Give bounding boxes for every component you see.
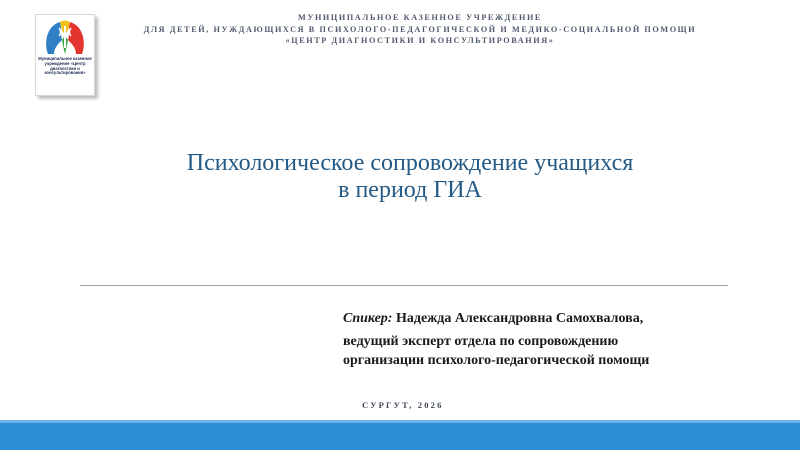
speaker-block bbox=[343, 309, 773, 370]
header-line-2: ДЛЯ ДЕТЕЙ, НУЖДАЮЩИХСЯ В ПСИХОЛОГО-ПЕДАГОГИЧЕСКОЙ И МЕДИКО-СОЦИАЛЬНОЙ ПОМОЩИ bbox=[143, 24, 697, 34]
title-line-1: Психологическое сопровождение учащихся bbox=[186, 150, 634, 176]
speaker-role-line-2: организации психолого-педагогической помощи bbox=[343, 353, 650, 368]
place-year: СУРГУТ, 2026 bbox=[362, 400, 444, 410]
speaker-lead: Спикер: bbox=[343, 311, 393, 326]
bottom-bar bbox=[0, 423, 800, 450]
speaker-name: Надежда Александровна Самохвалова, bbox=[395, 311, 644, 326]
logo-caption: Муниципальное казенное учреждение «Центр диагностики и консультирования» bbox=[38, 56, 92, 76]
logo bbox=[35, 14, 95, 96]
institution-header bbox=[100, 12, 740, 47]
speaker-role-line-1: ведущий эксперт отдела по сопровождению bbox=[343, 334, 619, 349]
title-line-2: в период ГИА bbox=[338, 177, 482, 203]
slide-title bbox=[90, 150, 730, 204]
logo-emblem-icon bbox=[40, 18, 90, 58]
header-line-3: «ЦЕНТР ДИАГНОСТИКИ И КОНСУЛЬТИРОВАНИЯ» bbox=[285, 36, 555, 45]
header-line-1: МУНИЦИПАЛЬНОЕ КАЗЕННОЕ УЧРЕЖДЕНИЕ bbox=[298, 13, 542, 22]
divider bbox=[80, 285, 728, 286]
